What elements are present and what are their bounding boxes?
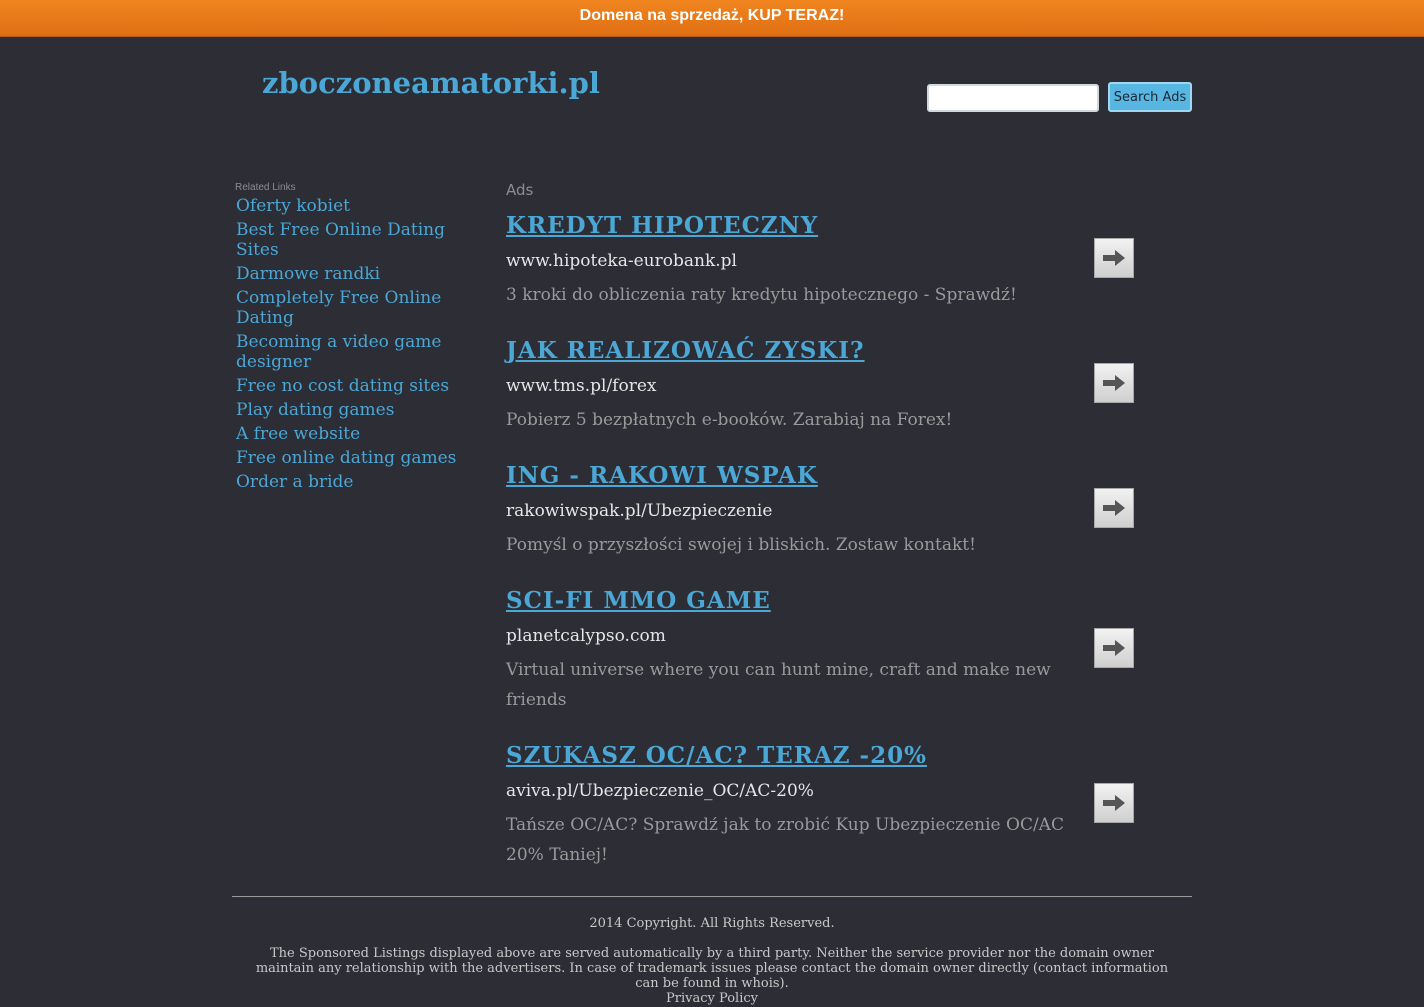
ad-item: [506, 337, 1086, 435]
ads-heading: Ads: [506, 181, 534, 199]
related-link[interactable]: A free website: [236, 424, 361, 444]
related-link[interactable]: Darmowe randki: [236, 264, 381, 284]
ad-url-link[interactable]: aviva.pl/Ubezpieczenie_OC/AC-20%: [506, 781, 814, 801]
ad-title-link[interactable]: JAK REALIZOWAĆ ZYSKI?: [506, 337, 865, 364]
related-links-list: [236, 196, 476, 496]
ad-url-link[interactable]: www.hipoteka-eurobank.pl: [506, 251, 737, 271]
copyright-text: 2014 Copyright. All Rights Reserved.: [589, 916, 835, 931]
related-link[interactable]: Free no cost dating sites: [236, 376, 450, 396]
list-item: [236, 448, 476, 468]
ad-item: [506, 462, 1086, 560]
ad-go-button[interactable]: [1094, 628, 1134, 668]
arrow-right-icon: [1101, 499, 1127, 517]
list-item: [236, 196, 476, 216]
related-link[interactable]: Best Free Online Dating Sites: [236, 220, 445, 260]
top-banner: [0, 0, 1424, 37]
list-item: [236, 264, 476, 284]
list-item: [236, 376, 476, 396]
ad-description: Tańsze OC/AC? Sprawdź jak to zrobić Kup Ubezpieczenie OC/AC 20% Taniej!: [506, 815, 1064, 865]
search-input[interactable]: [927, 84, 1099, 112]
ad-go-button[interactable]: [1094, 363, 1134, 403]
related-link[interactable]: Free online dating games: [236, 448, 457, 468]
privacy-policy-link[interactable]: Privacy Policy: [666, 991, 758, 1006]
related-link[interactable]: Becoming a video game designer: [236, 332, 442, 372]
ad-go-button[interactable]: [1094, 783, 1134, 823]
ad-title-link[interactable]: SCI-FI MMO GAME: [506, 587, 771, 614]
ad-item: [506, 587, 1086, 715]
ad-title-link[interactable]: ING - RAKOWI WSPAK: [506, 462, 818, 489]
ad-go-button[interactable]: [1094, 488, 1134, 528]
footer-privacy: [232, 991, 1192, 1006]
ad-url-link[interactable]: rakowiwspak.pl/Ubezpieczenie: [506, 501, 773, 521]
ad-go-button[interactable]: [1094, 238, 1134, 278]
arrow-right-icon: [1101, 794, 1127, 812]
ad-description: Pomyśl o przyszłości swojej i bliskich. Zostaw kontakt!: [506, 535, 976, 555]
list-item: [236, 332, 476, 372]
domain-for-sale-link[interactable]: Domena na sprzedaż, KUP TERAZ!: [579, 7, 845, 24]
ad-url-link[interactable]: www.tms.pl/forex: [506, 376, 657, 396]
ad-title-link[interactable]: SZUKASZ OC/AC? TERAZ -20%: [506, 742, 927, 769]
list-item: [236, 400, 476, 420]
ad-description: Virtual universe where you can hunt mine, craft and make new friends: [506, 660, 1051, 710]
ad-url-link[interactable]: planetcalypso.com: [506, 626, 666, 646]
related-link[interactable]: Oferty kobiet: [236, 196, 351, 216]
related-link[interactable]: Play dating games: [236, 400, 395, 420]
list-item: [236, 424, 476, 444]
ad-title-link[interactable]: KREDYT HIPOTECZNY: [506, 212, 819, 239]
arrow-right-icon: [1101, 639, 1127, 657]
search-ads-button[interactable]: Search Ads: [1108, 82, 1192, 112]
list-item: [236, 220, 476, 260]
ad-item: [506, 212, 1086, 310]
related-link[interactable]: Order a bride: [236, 472, 354, 492]
ad-item: [506, 742, 1096, 870]
arrow-right-icon: [1101, 374, 1127, 392]
related-links-heading: Related Links: [235, 182, 296, 193]
ad-description: Pobierz 5 bezpłatnych e-booków. Zarabiaj na Forex!: [506, 410, 953, 430]
footer-divider: [232, 896, 1192, 897]
disclaimer-text: The Sponsored Listings displayed above are served automatically by a third party. Neither the service provider nor the domain owner maintain any relationship with the advertisers. In case of trademark issues please contact the domain owner directly (contact information can be found in whois).: [255, 946, 1169, 991]
list-item: [236, 288, 476, 328]
related-link[interactable]: Completely Free Online Dating: [236, 288, 442, 328]
list-item: [236, 472, 476, 492]
site-title: zboczoneamatorki.pl: [262, 66, 600, 100]
arrow-right-icon: [1101, 249, 1127, 267]
ad-description: 3 kroki do obliczenia raty kredytu hipotecznego - Sprawdź!: [506, 285, 1017, 305]
